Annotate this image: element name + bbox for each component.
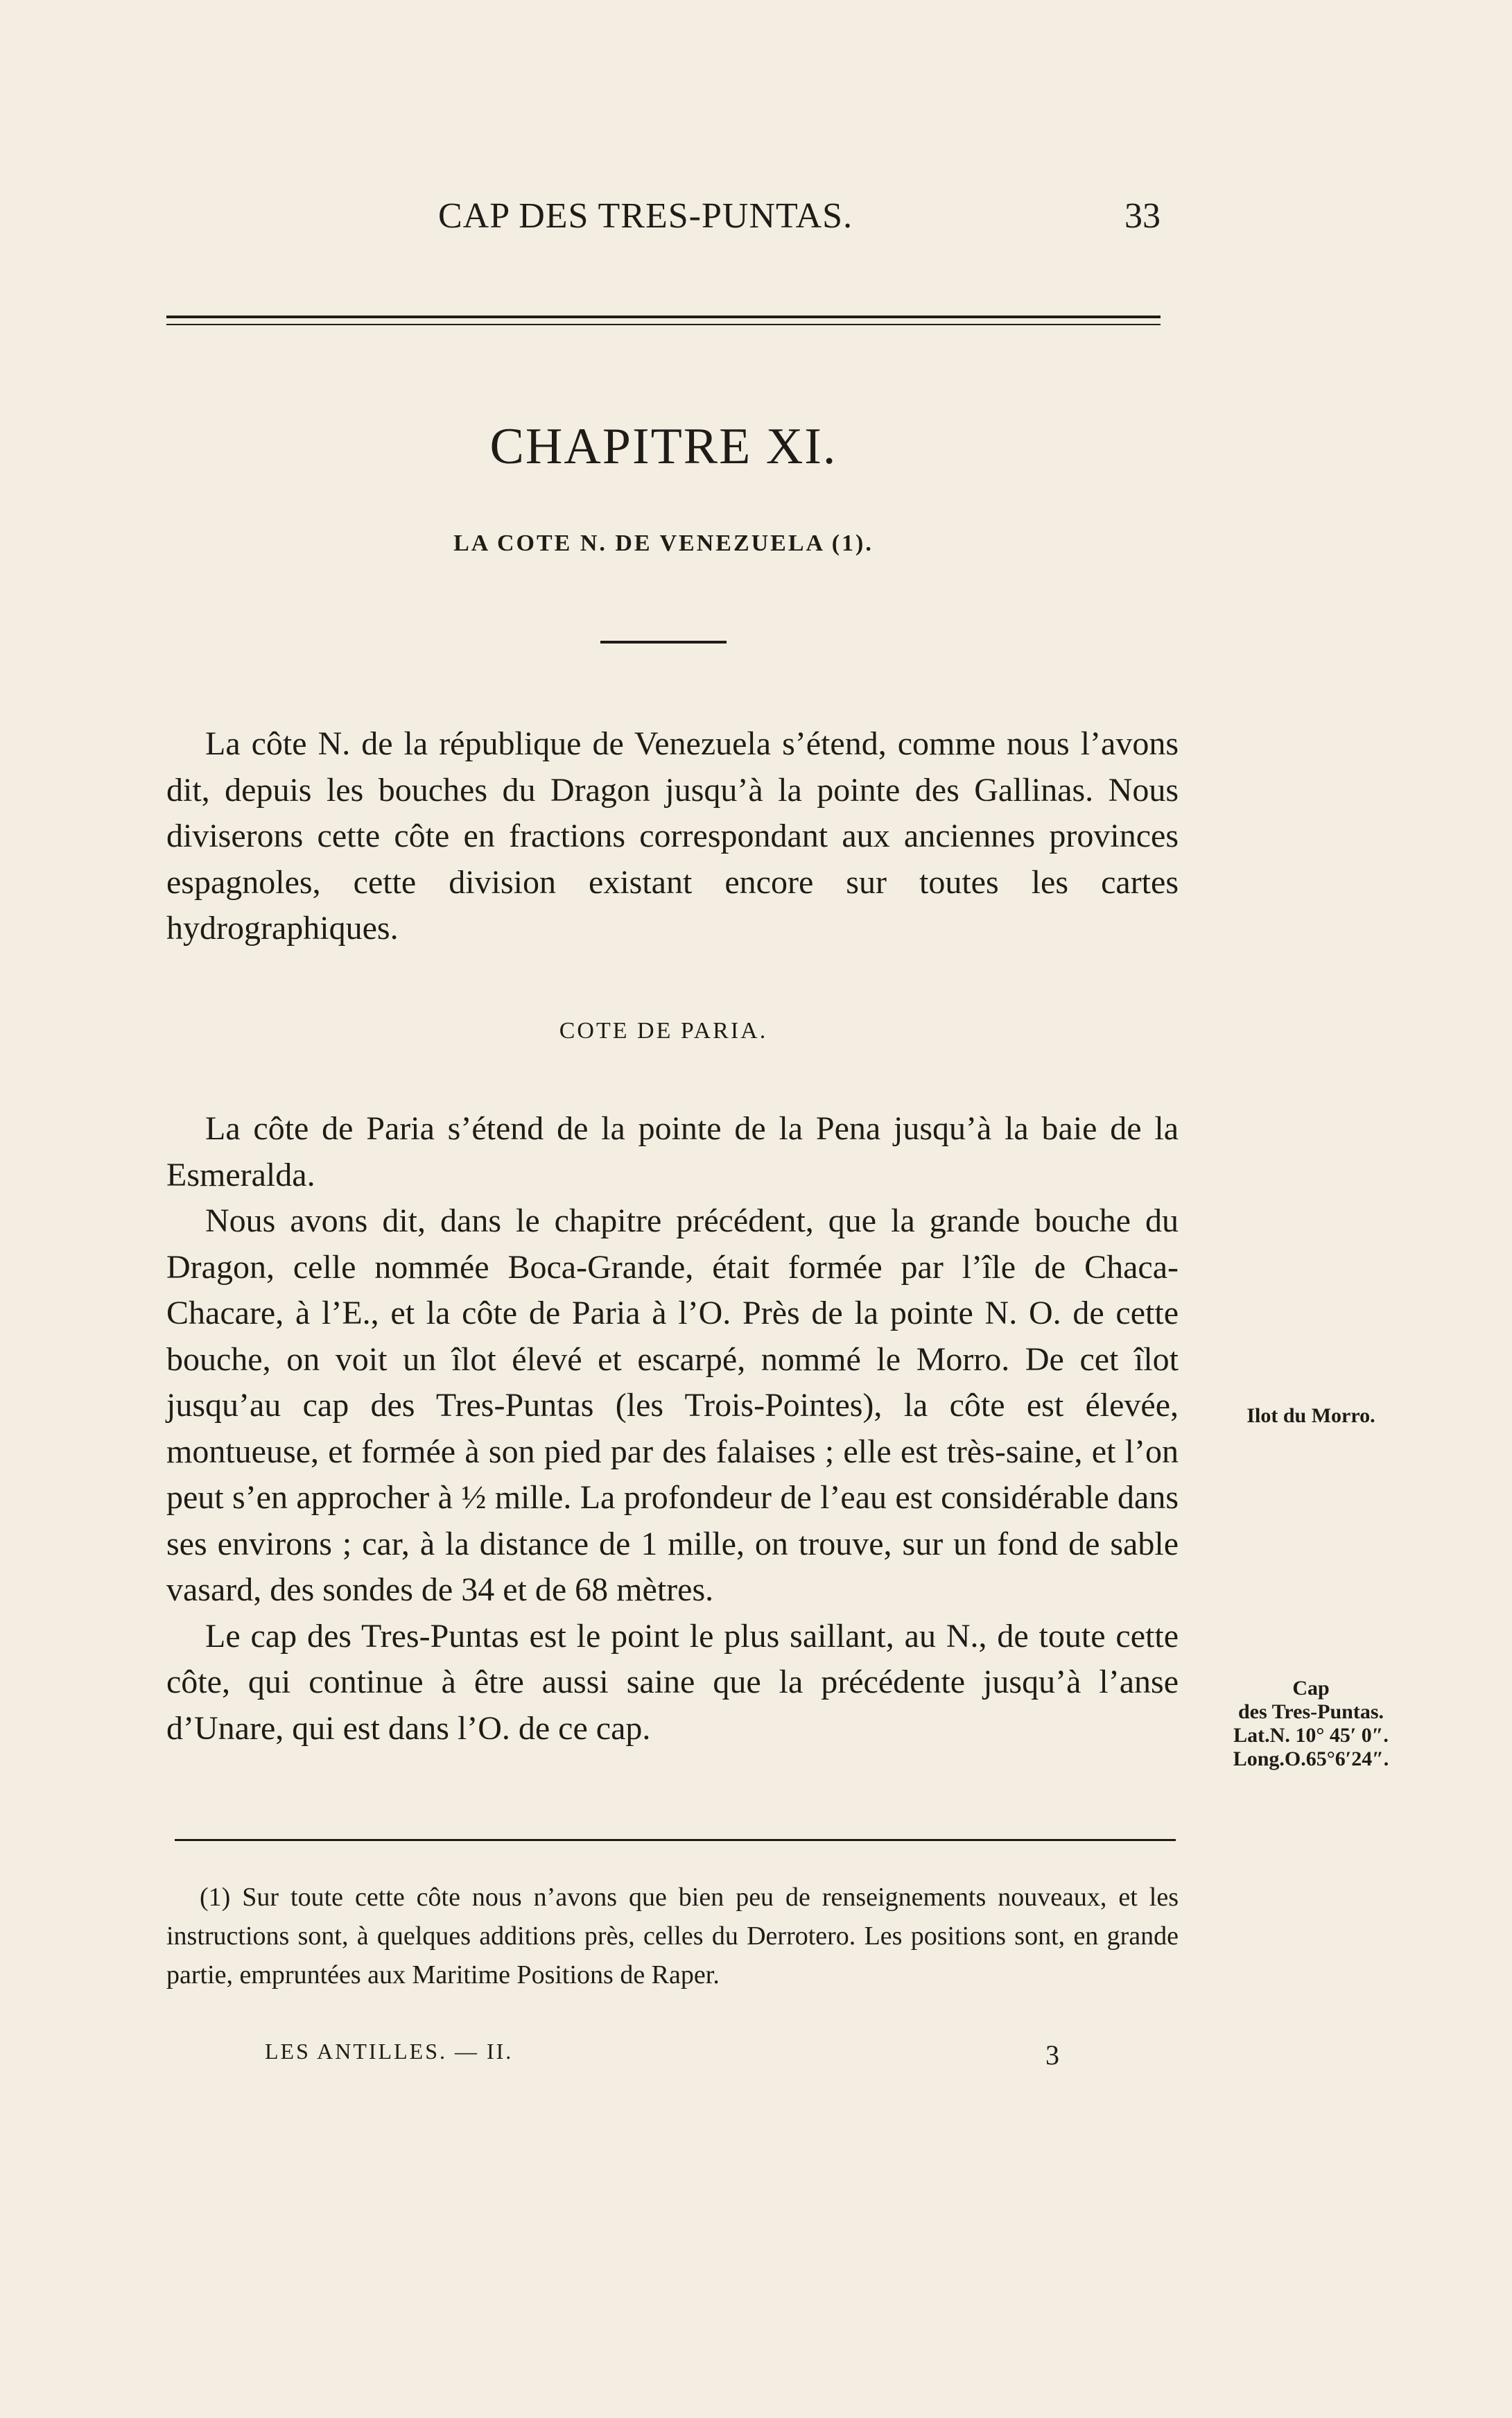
- chapter-subtitle: LA COTE N. DE VENEZUELA (1).: [453, 530, 874, 556]
- paragraph: Le cap des Tres-Puntas est le point le plus saillant, au N., de toute cette côte, qui continue à être aussi saine que la précédente jusqu’à l’anse d’Unare, qui est dans l’O. de ce cap.: [166, 1617, 1179, 1747]
- margin-line: Cap: [1292, 1677, 1330, 1700]
- margin-line: Long.O.65°6′24″.: [1233, 1747, 1389, 1770]
- chapter-title: CHAPITRE XI.: [489, 418, 837, 475]
- paragraph: Nous avons dit, dans le chapitre précédent, que la grande bouche du Dragon, celle nommée Boca-Grande, était formée par l’île de Chaca-Chacare, à l’E., et la côte de Paria à l’O. Près de la pointe N. O. de cette bouche, on voit un îlot élevé et escarpé, nommé le Morro. De cet îlot jusqu’au cap des Tres-Puntas (les Trois-Pointes), la côte est élevée, montueuse, et formée à son pied par des falaises ; elle est très-saine, et l’on peut s’en approcher à ½ mille. La profondeur de l’eau est considérable dans ses environs ; car, à la distance de 1 mille, on trouve, sur un fond de sable vasard, des sondes de 34 et de 68 mètres.: [166, 1202, 1179, 1608]
- section-text: [166, 1106, 1179, 1752]
- signature-number: 3: [1045, 2039, 1059, 2071]
- margin-line: des Tres-Puntas.: [1237, 1700, 1384, 1723]
- page-number: 33: [1124, 196, 1161, 236]
- paragraph: La côte de Paria s’étend de la pointe de la Pena jusqu’à la baie de la Esmeralda.: [166, 1110, 1179, 1193]
- section-title: COTE DE PARIA.: [559, 1018, 768, 1044]
- running-title: CAP DES TRES-PUNTAS.: [438, 196, 853, 236]
- subtitle-rule: [600, 641, 727, 644]
- paragraph: La côte N. de la république de Venezuela s’étend, comme nous l’avons dit, depuis les bouches du Dragon jusqu’à la pointe des Gallinas. Nous diviserons cette côte en fractions correspondant aux anciennes provinces espagnoles, cette division existant encore sur toutes les cartes hydrographiques.: [166, 725, 1179, 947]
- header-rule: [166, 316, 1161, 325]
- margin-note-cap: [1197, 1677, 1425, 1771]
- footnote-rule: [175, 1839, 1176, 1841]
- footnote-text: (1) Sur toute cette côte nous n’avons que bien peu de renseignements nouveaux, et les instructions sont, à quelques additions près, celles du Derrotero. Les positions sont, en grande partie, empruntées aux Maritime Positions de Raper.: [166, 1883, 1179, 1989]
- intro-text: [166, 721, 1179, 952]
- footnote: [166, 1878, 1179, 1994]
- margin-line: Lat.N. 10° 45′ 0″.: [1233, 1724, 1389, 1747]
- margin-note-morro: Ilot du Morro.: [1246, 1404, 1375, 1427]
- signature-mark: LES ANTILLES. — II.: [265, 2039, 514, 2064]
